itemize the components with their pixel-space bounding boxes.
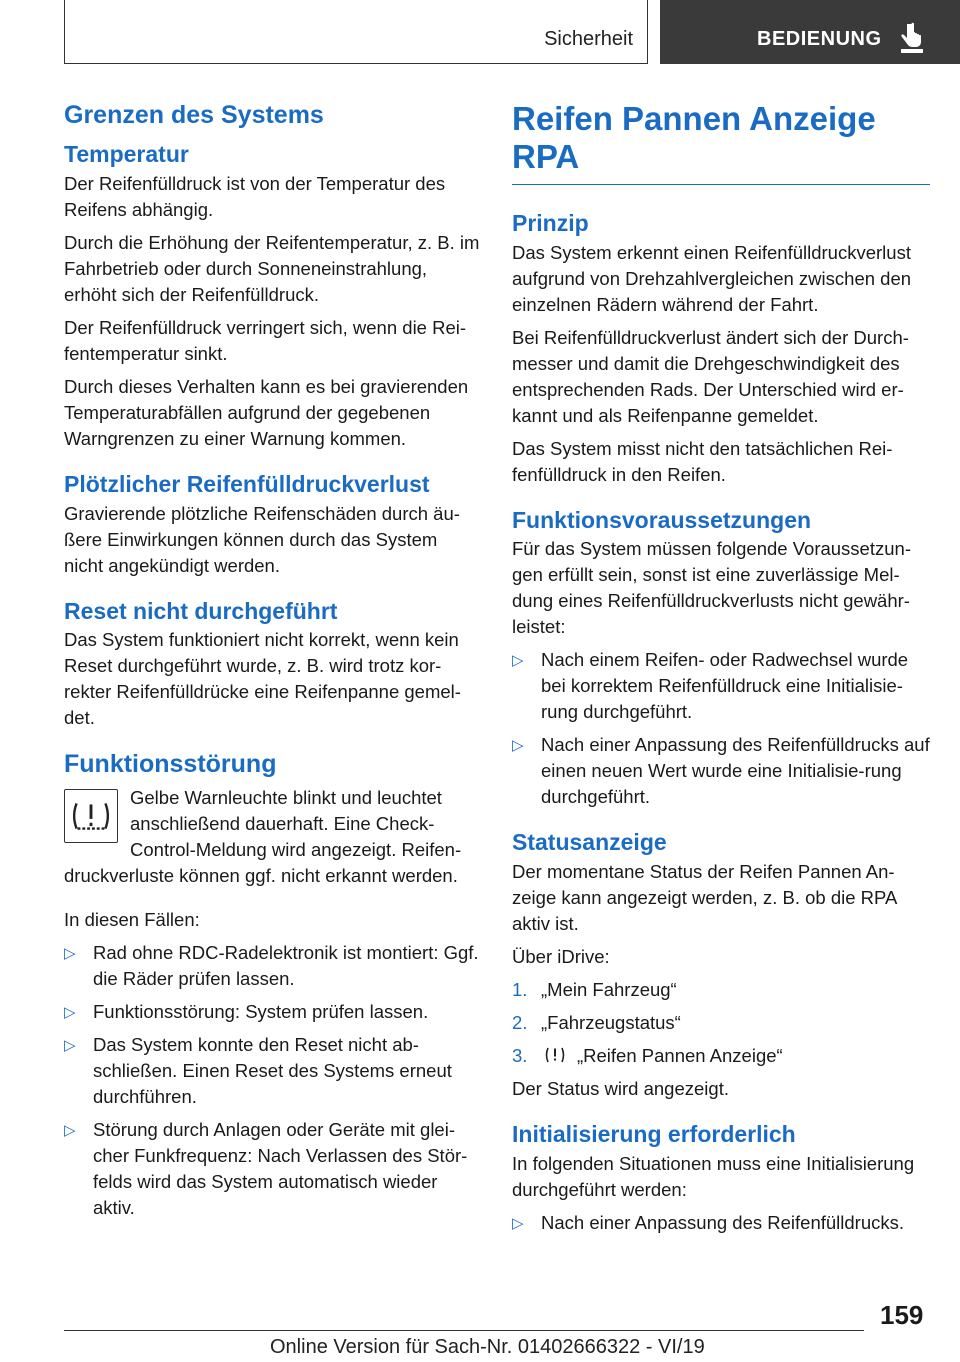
triangle-bullet-icon: ▷ <box>64 945 76 963</box>
title-rule <box>512 184 930 185</box>
paragraph: Durch die Erhöhung der Reifentemperatur, z. B. im Fahrbetrieb oder durch Sonneneinstrahlung, erhöht sich der Reifenfülldruck. <box>64 231 480 305</box>
list-item: ▷ Nach einem Reifen- oder Radwechsel wurde bei korrektem Reifenfülldruck eine Initialisie‐rung durchgeführt. <box>512 649 909 723</box>
heading-requirements: Funktionsvoraussetzungen <box>512 506 812 533</box>
list-item: 2. „Fahrzeugstatus“ <box>512 1012 681 1034</box>
footer-text: Online Version für Sach-Nr. 01402666322 - VI/19 <box>270 1336 705 1358</box>
paragraph: Der Reifenfülldruck ist von der Temperatur des Reifens abhängig. <box>64 172 446 220</box>
list-item: ▷ Funktionsstörung: System prüfen lassen. <box>64 999 480 1025</box>
list-item: 3. „Reifen Pannen Anzeige“ <box>512 1045 783 1067</box>
paragraph: Gravierende plötzliche Reifenschäden durch äu‐ßere Einwirkungen können durch das System nicht angekündigt werden. <box>64 502 460 576</box>
paragraph: In diesen Fällen: <box>64 909 200 931</box>
paragraph: Das System erkennt einen Reifenfülldruckverlust aufgrund von Drehzahlvergleichen zwischen den einzelnen Rädern während der Fahrt. <box>512 241 912 315</box>
list-item: ▷ Störung durch Anlagen oder Geräte mit glei‐cher Funkfrequenz: Nach Verlassen des Stör‐felds wird das System automatisch wieder aktiv. <box>64 1119 468 1219</box>
heading-initialization-required: Initialisierung erforderlich <box>512 1121 796 1148</box>
left-column <box>64 100 480 1228</box>
right-column <box>512 100 930 1243</box>
pointing-hand-icon <box>898 22 924 54</box>
heading-principle: Prinzip <box>512 209 589 236</box>
section-title-system-limits: Grenzen des Systems <box>64 101 324 129</box>
paragraph: Bei Reifenfülldruckverlust ändert sich der Durch‐messer und damit die Drehgeschwindigkeit des entsprechenden Rads. Der Unterschied wird er‐kannt und als Reifenpanne gemeldet. <box>512 326 909 426</box>
list-item: ▷ Nach einer Anpassung des Reifenfülldrucks. <box>512 1210 930 1236</box>
paragraph: Gelbe Warnleuchte blinkt und leuchtet anschließend dauerhaft. Eine Check-Control-Meldung wird angezeigt. Reifen‐druckverluste können ggf. nicht erkannt werden. <box>64 787 462 887</box>
heading-reset-not-done: Reset nicht durchgeführt <box>64 597 338 624</box>
footer-rule <box>64 1330 864 1331</box>
list-item: ▷ Das System konnte den Reset nicht ab‐schließen. Einen Reset des Systems erneut durchführen. <box>64 1034 452 1108</box>
paragraph: Das System misst nicht den tatsächlichen Rei‐fenfülldruck in den Reifen. <box>512 437 893 485</box>
section-title-rpa: Reifen Pannen Anzeige RPA <box>512 100 876 175</box>
list-item: ▷ Rad ohne RDC-Radelektronik ist montiert: Ggf. die Räder prüfen lassen. <box>64 942 479 990</box>
triangle-bullet-icon: ▷ <box>64 1122 76 1140</box>
paragraph: Über iDrive: <box>512 946 610 968</box>
triangle-bullet-icon: ▷ <box>512 737 524 755</box>
paragraph: In folgenden Situationen muss eine Initialisierung durchgeführt werden: <box>512 1152 915 1200</box>
header-chapter-tab <box>660 0 960 64</box>
header-chapter-title: BEDIENUNG <box>757 28 882 50</box>
paragraph: Für das System müssen folgende Voraussetzun‐gen erfüllt sein, sonst ist eine zuverlässige Mel‐dung eines Reifenfülldruckverlusts nicht gewähr‐leistet: <box>512 538 911 638</box>
requirements-list <box>512 647 930 810</box>
page-number: 159 <box>880 1300 924 1330</box>
header-section-box <box>64 0 648 64</box>
list-item: ▷ Nach einer Anpassung des Reifenfülldrucks auf einen neuen Wert wurde eine Initialisie‐rung durchgeführt. <box>512 734 930 808</box>
triangle-bullet-icon: ▷ <box>64 1004 76 1022</box>
triangle-bullet-icon: ▷ <box>64 1037 76 1055</box>
heading-status-display: Statusanzeige <box>512 829 667 856</box>
initialization-list <box>512 1210 930 1236</box>
paragraph: Der Status wird angezeigt. <box>512 1078 729 1100</box>
malfunction-cases-list <box>64 940 480 1221</box>
triangle-bullet-icon: ▷ <box>512 1214 524 1232</box>
header-section-title: Sicherheit <box>544 28 633 50</box>
paragraph: Das System funktioniert nicht korrekt, wenn kein Reset durchgeführt wurde, z. B. wird trotz kor‐rekter Reifenfülldrücke eine Reifenpanne gemel‐det. <box>64 629 461 729</box>
triangle-bullet-icon: ▷ <box>512 652 524 670</box>
paragraph: Durch dieses Verhalten kann es bei gravierenden Temperaturabfällen aufgrund der gegebenen Warngrenzen zu einer Warnung kommen. <box>64 375 469 449</box>
section-title-malfunction: Funktionsstörung <box>64 750 277 779</box>
paragraph: Der Reifenfülldruck verringert sich, wenn die Rei‐fentemperatur sinkt. <box>64 316 467 364</box>
heading-sudden-pressure-loss: Plötzlicher Reifenfülldruckverlust <box>64 470 430 497</box>
list-item: 1. „Mein Fahrzeug“ <box>512 979 677 1001</box>
tire-pressure-warning-icon <box>543 1046 567 1064</box>
paragraph: Der momentane Status der Reifen Pannen An‐zeige kann angezeigt werden, z. B. ob die RPA aktiv ist. <box>512 861 897 935</box>
malfunction-block <box>64 785 480 889</box>
idrive-steps-list <box>512 977 930 1069</box>
heading-temperature: Temperatur <box>64 141 189 167</box>
tire-pressure-warning-icon <box>64 789 118 843</box>
